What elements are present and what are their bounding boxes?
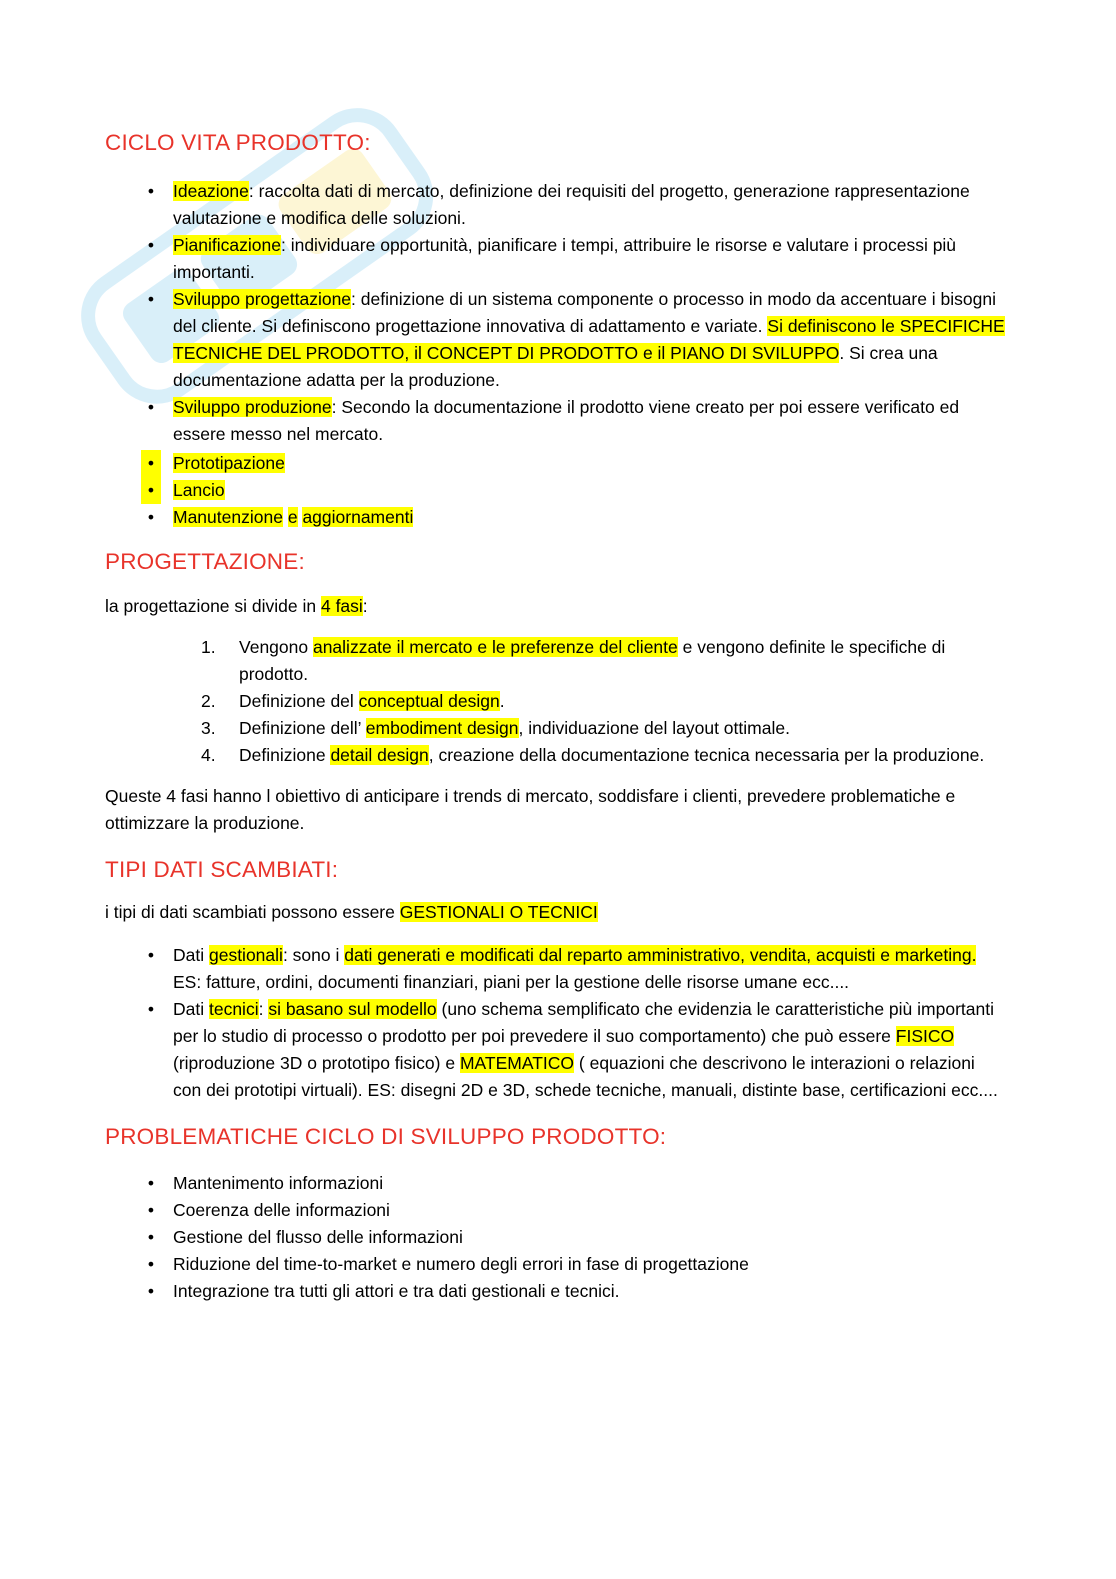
list-item: • Lancio: [105, 477, 1005, 504]
bullet-icon: •: [147, 507, 155, 527]
heading-tipi-dati-scambiati: TIPI DATI SCAMBIATI:: [105, 857, 339, 882]
bullet-icon: •: [147, 1281, 155, 1301]
lifecycle-list: [105, 178, 1005, 531]
bullet-icon: •: [147, 1227, 155, 1247]
tipi-dati-intro: i tipi di dati scambiati possono essere GESTIONALI O TECNICI: [105, 902, 598, 922]
list-item: • Mantenimento informazioni: [105, 1170, 1005, 1197]
heading-ciclo-vita-prodotto: CICLO VITA PRODOTTO:: [105, 130, 371, 155]
list-item: • Pianificazione: individuare opportunità, pianificare i tempi, attribuire le risorse e valutare i processi più importanti.: [105, 232, 1005, 286]
progettazione-outro: Queste 4 fasi hanno l obiettivo di anticipare i trends di mercato, soddisfare i clienti, prevedere problematiche e ottimizzare la produzione.: [105, 786, 956, 833]
list-item: • Sviluppo produzione: Secondo la documentazione il prodotto viene creato per poi essere verificato ed essere messo nel mercato.: [105, 394, 1005, 448]
bullet-icon: •: [147, 999, 155, 1019]
bullet-icon: •: [147, 1200, 155, 1220]
bullet-icon: •: [147, 945, 155, 965]
problems-list: [105, 1170, 1005, 1305]
data-types-list: [105, 942, 1005, 1104]
heading-problematiche: PROBLEMATICHE CICLO DI SVILUPPO PRODOTTO:: [105, 1124, 667, 1149]
heading-progettazione: PROGETTAZIONE:: [105, 549, 305, 574]
bullet-icon: •: [147, 235, 155, 255]
progettazione-intro: la progettazione si divide in 4 fasi:: [105, 596, 368, 616]
bullet-icon: •: [147, 397, 155, 417]
list-item: • Sviluppo progettazione: definizione di un sistema componente o processo in modo da accentuare i bisogni del cliente. Si definiscono progettazione innovativa di adattamento e variate. Si definiscono le SPECIFICHE TECNICHE DEL PRODOTTO, il CONCEPT DI PRODOTTO e il PIANO DI SVILUPPO. Si crea una documentazione adatta per la produzione.: [105, 286, 1005, 394]
list-item: 4. Definizione detail design, creazione della documentazione tecnica necessaria per la produzione.: [201, 745, 985, 765]
list-item: • Dati gestionali: sono i dati generati e modificati dal reparto amministrativo, vendita, acquisti e marketing. ES: fatture, ordini, documenti finanziari, piani per la gestione delle risorse umane ecc....: [105, 942, 1005, 996]
list-item: • Coerenza delle informazioni: [105, 1197, 1005, 1224]
bullet-icon: •: [147, 289, 155, 309]
list-item: • Riduzione del time-to-market e numero degli errori in fase di progettazione: [105, 1251, 1005, 1278]
bullet-icon: •: [147, 1254, 155, 1274]
document-body: [105, 128, 1005, 1305]
list-item: • Ideazione: raccolta dati di mercato, definizione dei requisiti del progetto, generazione rappresentazione valutazione e modifica delle soluzioni.: [105, 178, 1005, 232]
bullet-icon: •: [141, 477, 161, 504]
list-item: 2. Definizione del conceptual design.: [201, 691, 505, 711]
list-item: • Dati tecnici: si basano sul modello (uno schema semplificato che evidenzia le caratteristiche più importanti per lo studio di processo o prodotto per poi prevedere il suo comportamento) che può essere FISICO (riproduzione 3D o prototipo fisico) e MATEMATICO ( equazioni che descrivono le interazioni o relazioni con dei prototipi virtuali). ES: disegni 2D e 3D, schede tecniche, manuali, distinte base, certificazioni ecc....: [105, 996, 1005, 1104]
list-item: 3. Definizione dell’ embodiment design, individuazione del layout ottimale.: [201, 718, 790, 738]
list-item: • Gestione del flusso delle informazioni: [105, 1224, 1005, 1251]
list-item: • Prototipazione: [105, 450, 1005, 477]
bullet-icon: •: [141, 450, 161, 477]
phases-list: [105, 634, 1005, 769]
list-item: 1. Vengono analizzate il mercato e le preferenze del cliente e vengono definite le specifiche di prodotto.: [201, 637, 946, 684]
list-item: • Integrazione tra tutti gli attori e tra dati gestionali e tecnici.: [105, 1278, 1005, 1305]
bullet-icon: •: [147, 181, 155, 201]
bullet-icon: •: [147, 1173, 155, 1193]
list-item: • Manutenzione e aggiornamenti: [105, 504, 1005, 531]
